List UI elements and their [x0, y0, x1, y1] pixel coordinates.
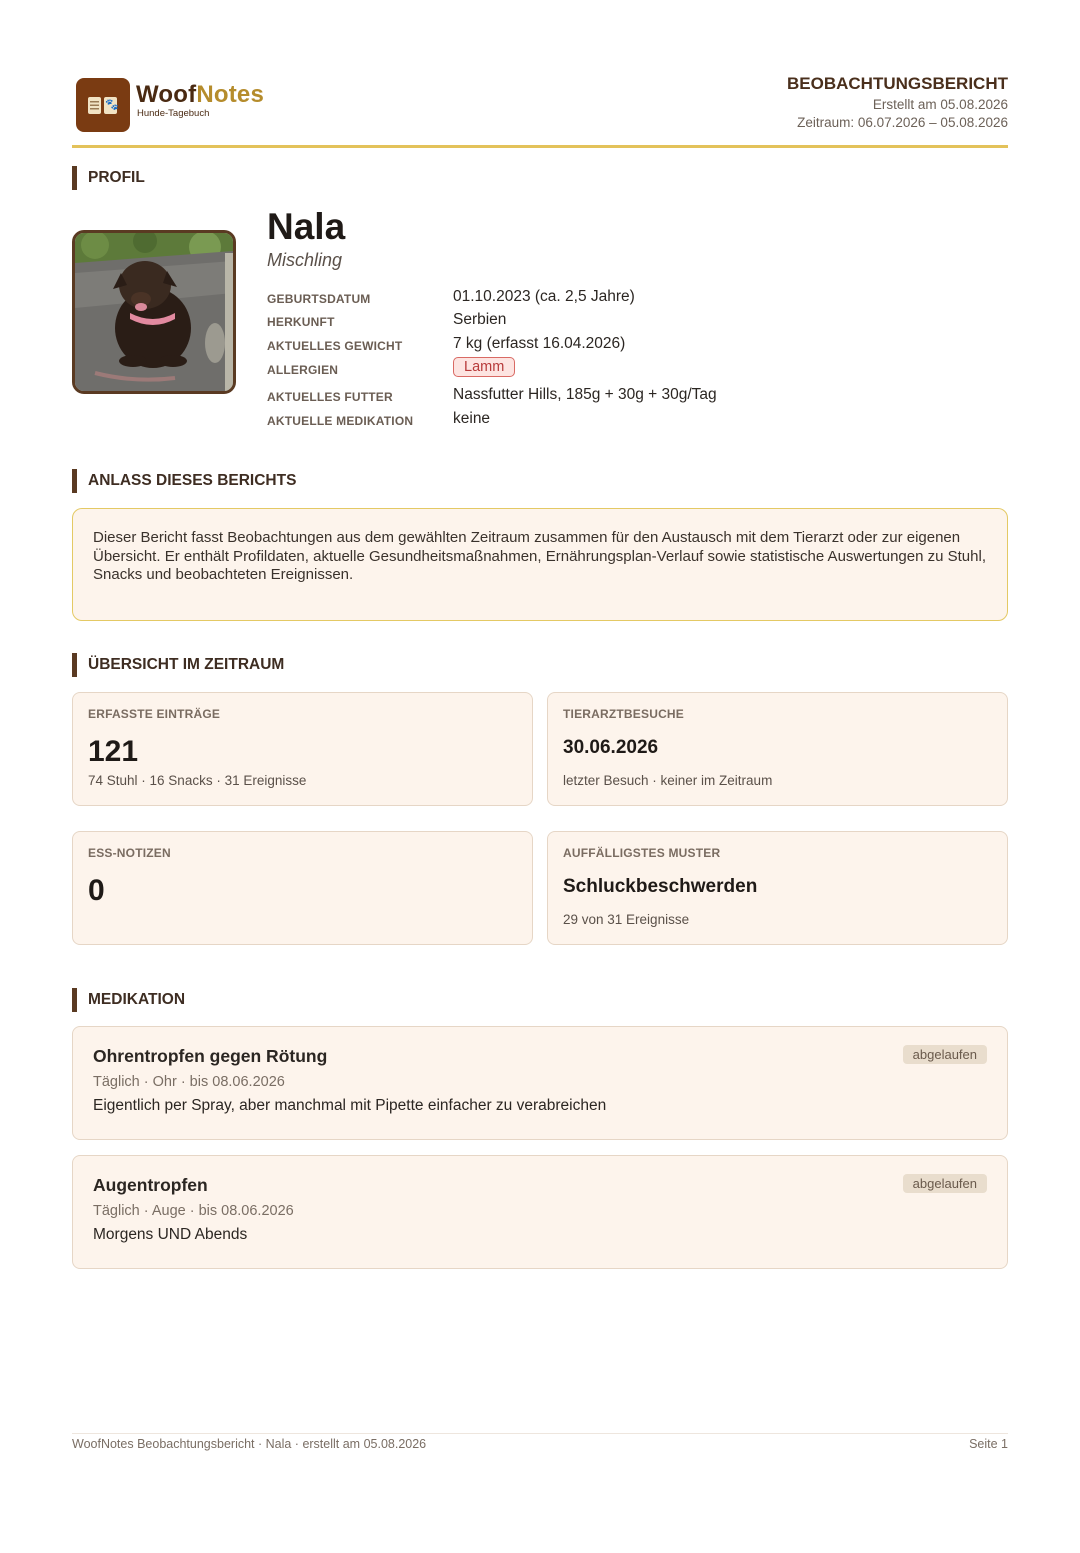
- footer-divider: [72, 1433, 1008, 1434]
- medication-title: Ohrentropfen gegen Rötung: [93, 1046, 328, 1066]
- info-label: GEBURTSDATUM: [267, 292, 371, 306]
- info-label: AKTUELLES GEWICHT: [267, 339, 403, 353]
- info-row-allergies: [267, 359, 967, 381]
- medication-note: Morgens UND Abends: [93, 1226, 248, 1243]
- report-created-date: Erstellt am 05.08.2026: [872, 97, 1008, 112]
- section-title-reason: ANLASS DIESES BERICHTS: [72, 469, 296, 493]
- info-label: HERKUNFT: [267, 315, 335, 329]
- info-row-medication: [267, 410, 967, 432]
- card-value: 121: [88, 735, 139, 768]
- stat-card-vet-visits: [547, 692, 1008, 806]
- card-value: Schluckbeschwerden: [563, 876, 758, 897]
- header-divider: [72, 145, 1008, 148]
- medication-meta: Täglich · Ohr · bis 08.06.2026: [93, 1074, 285, 1090]
- allergy-badge: Lamm: [453, 357, 515, 377]
- brand-name: WoofNotes: [136, 81, 265, 108]
- info-label: ALLERGIEN: [267, 363, 339, 377]
- report-period: Zeitraum: 06.07.2026 – 05.08.2026: [797, 115, 1008, 130]
- card-label: ESS-NOTIZEN: [88, 846, 171, 860]
- card-subtext: letzter Besuch · keiner im Zeitraum: [563, 773, 773, 788]
- dog-name: Nala: [267, 206, 346, 247]
- dog-photo: [72, 230, 236, 394]
- footer-text: WoofNotes Beobachtungsbericht · Nala · erstellt am 05.08.2026: [72, 1437, 427, 1451]
- info-label: AKTUELLE MEDIKATION: [267, 414, 414, 428]
- report-header: [72, 72, 1008, 148]
- info-value: 01.10.2023 (ca. 2,5 Jahre): [453, 288, 635, 305]
- info-value: Nassfutter Hills, 185g + 30g + 30g/Tag: [453, 386, 717, 403]
- info-row-weight: [267, 335, 967, 357]
- brand-subtitle: Hunde-Tagebuch: [137, 108, 210, 119]
- book-paw-icon: 🐾: [88, 97, 118, 114]
- section-title-profile: PROFIL: [72, 166, 145, 190]
- section-title-overview: ÜBERSICHT IM ZEITRAUM: [72, 653, 284, 677]
- medication-note: Eigentlich per Spray, aber manchmal mit Pipette einfacher zu verabreichen: [93, 1097, 607, 1114]
- info-row-birthdate: [267, 288, 967, 310]
- info-value: 7 kg (erfasst 16.04.2026): [453, 335, 626, 352]
- dog-breed: Mischling: [267, 250, 343, 270]
- info-value: keine: [453, 410, 491, 427]
- card-label: TIERARZTBESUCHE: [563, 707, 685, 721]
- woofnotes-logo-icon: [76, 78, 130, 132]
- card-value: 0: [88, 874, 105, 907]
- card-value: 30.06.2026: [563, 737, 659, 758]
- medication-meta: Täglich · Auge · bis 08.06.2026: [93, 1203, 294, 1219]
- card-subtext: 74 Stuhl · 16 Snacks · 31 Ereignisse: [88, 773, 307, 788]
- medication-item: [72, 1155, 1008, 1269]
- section-title-medication: MEDIKATION: [72, 988, 185, 1012]
- report-title: BEOBACHTUNGSBERICHT: [787, 74, 1008, 93]
- medication-item: [72, 1026, 1008, 1140]
- page-number: Seite 1: [969, 1437, 1008, 1451]
- info-row-food: [267, 386, 967, 408]
- info-row-origin: [267, 311, 967, 333]
- stat-card-eating-notes: [72, 831, 533, 945]
- report-page: [72, 0, 1008, 1553]
- card-label: ERFASSTE EINTRÄGE: [88, 707, 221, 721]
- status-badge: abgelaufen: [903, 1045, 987, 1064]
- reason-box: Dieser Bericht fasst Beobachtungen aus dem gewählten Zeitraum zusammen für den Austausch mit dem Tierarzt oder zur eigenen Übersicht. Er enthält Profildaten, aktuelle Gesundheitsmaßnahmen, Ernährungsplan-Verlauf sowie statistische Auswertungen zu Stuhl, Snacks und beobachteten Ereignissen.: [72, 508, 1008, 621]
- stat-card-entries: [72, 692, 533, 806]
- stat-card-pattern: [547, 831, 1008, 945]
- card-label: AUFFÄLLIGSTES MUSTER: [563, 846, 721, 860]
- info-label: AKTUELLES FUTTER: [267, 390, 393, 404]
- card-subtext: 29 von 31 Ereignisse: [563, 912, 690, 927]
- medication-title: Augentropfen: [93, 1175, 208, 1195]
- status-badge: abgelaufen: [903, 1174, 987, 1193]
- info-value: Serbien: [453, 311, 507, 328]
